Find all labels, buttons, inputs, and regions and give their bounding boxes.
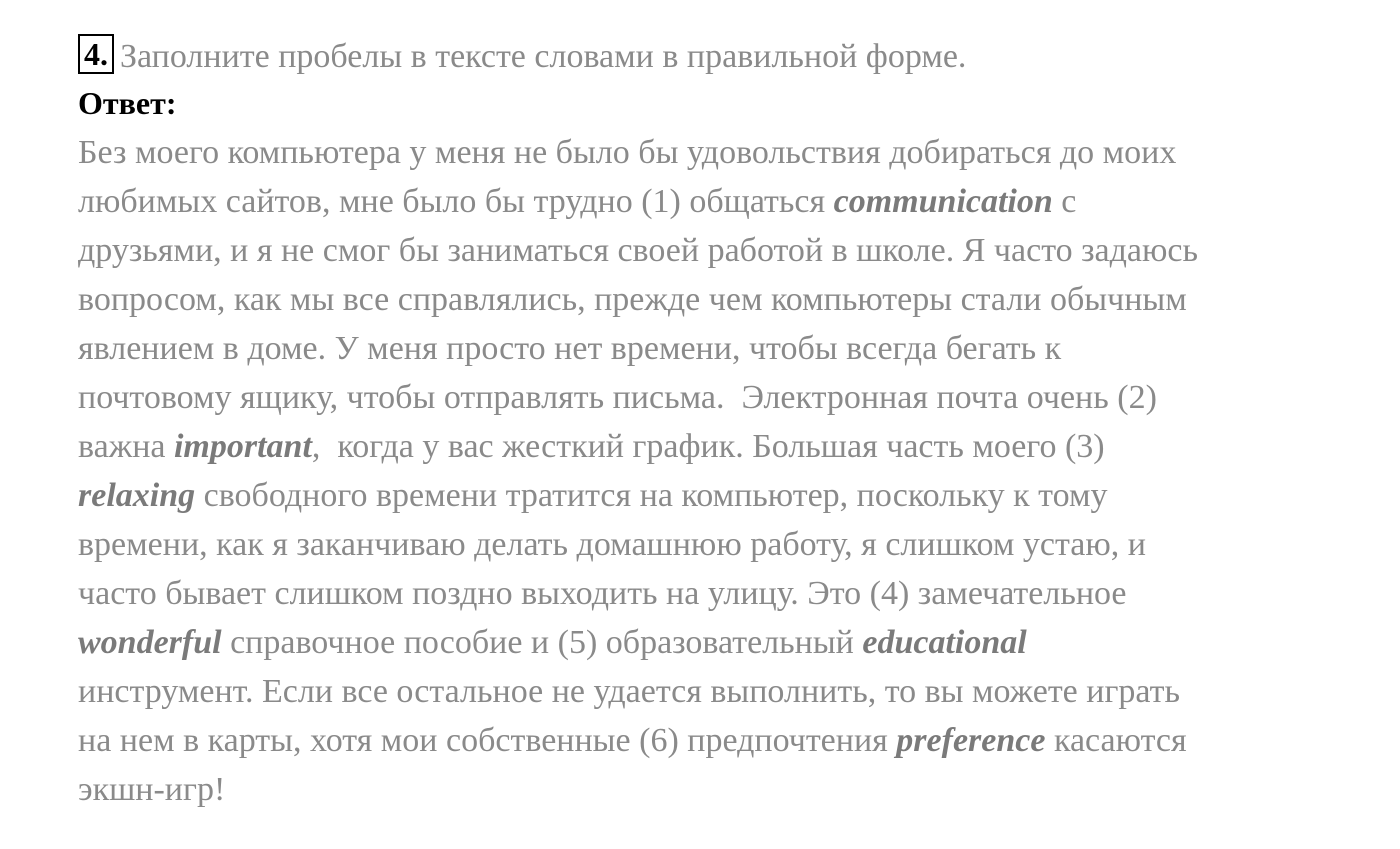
text-fragment: с: [1052, 183, 1077, 220]
task-instruction: Заполните пробелы в тексте словами в правильной форме.: [120, 38, 967, 75]
answer-word: relaxing: [78, 477, 196, 514]
text-fragment: справочное пособие и (5) образовательный: [221, 624, 863, 661]
answer-word: communication: [833, 183, 1053, 220]
text-fragment: свободного времени тратится на компьютер, поскольку к тому: [195, 477, 1108, 514]
text-fragment: , когда у вас жесткий график. Большая часть моего (3): [311, 428, 1105, 465]
text-fragment: на нем в карты, хотя мои собственные (6) предпочтения: [78, 722, 897, 759]
text-fragment: любимых сайтов, мне было бы трудно (1) общаться: [78, 183, 834, 220]
text-fragment: важна: [78, 428, 174, 465]
text-line: времени, как я заканчиваю делать домашнюю работу, я слишком устаю, и: [78, 526, 1146, 563]
text-line: часто бывает слишком поздно выходить на улицу. Это (4) замечательное: [78, 575, 1127, 612]
text-line: [78, 422, 1378, 471]
text-line: [78, 716, 1378, 765]
text-line: друзьями, и я не смог бы заниматься своей работой в школе. Я часто задаюсь: [78, 232, 1199, 269]
answer-label: Ответ:: [78, 85, 177, 121]
answer-text: [78, 128, 1378, 814]
answer-word: educational: [862, 624, 1027, 661]
text-line: почтовому ящику, чтобы отправлять письма. Электронная почта очень (2): [78, 379, 1157, 416]
answer-word: important: [173, 428, 312, 465]
text-line: экшн-игр!: [78, 771, 226, 808]
text-line: [78, 177, 1378, 226]
text-line: Без моего компьютера у меня не было бы удовольствия добираться до моих: [78, 134, 1177, 171]
text-fragment: касаются: [1045, 722, 1187, 759]
exercise-page: [78, 34, 1378, 814]
text-line: явлением в доме. У меня просто нет времени, чтобы всегда бегать к: [78, 330, 1062, 367]
text-line: [78, 618, 1378, 667]
text-line: вопросом, как мы все справлялись, прежде чем компьютеры стали обычным: [78, 281, 1187, 318]
answer-word: preference: [896, 722, 1046, 759]
text-line: инструмент. Если все остальное не удается выполнить, то вы можете играть: [78, 673, 1180, 710]
answer-word: wonderful: [78, 624, 222, 661]
task-number: 4.: [78, 34, 114, 74]
text-line: [78, 471, 1378, 520]
task-header: [78, 34, 1378, 78]
